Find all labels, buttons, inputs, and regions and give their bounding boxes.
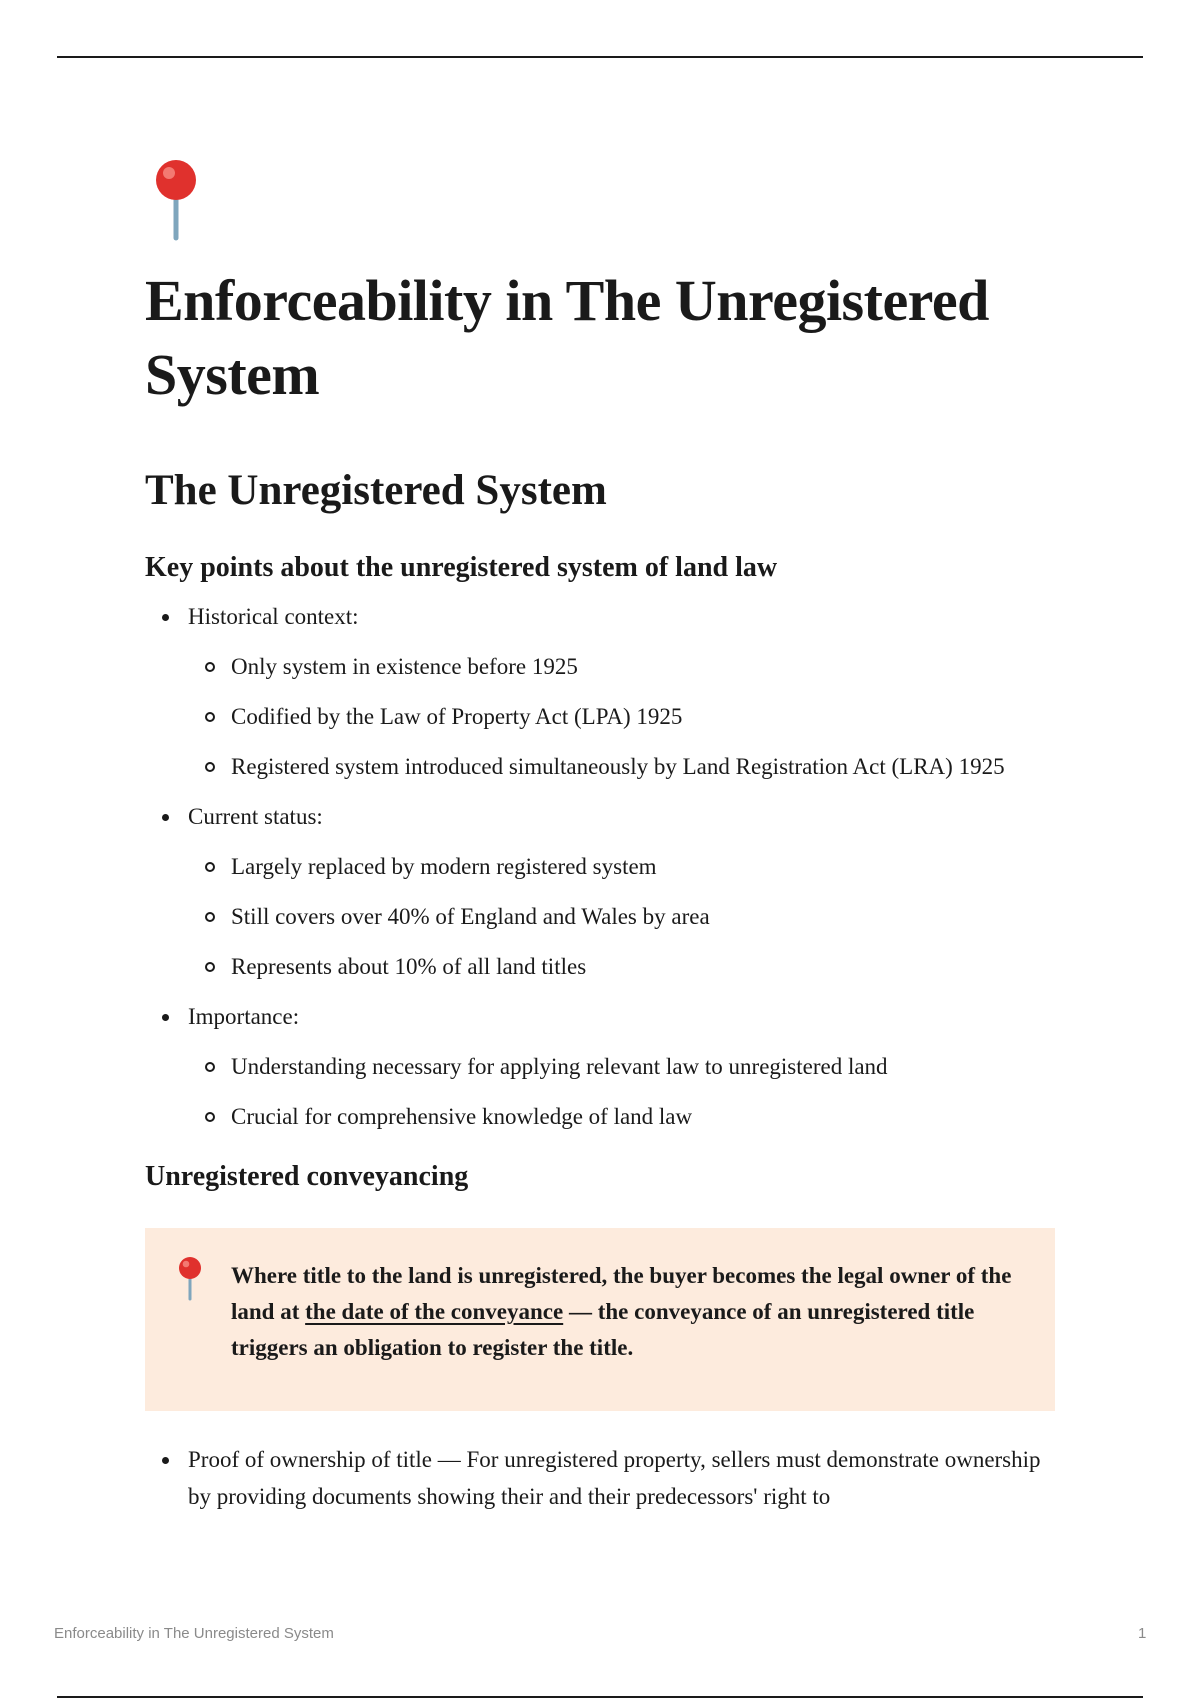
- callout-text: [231, 1258, 1015, 1366]
- list-item: Represents about 10% of all land titles: [188, 948, 1055, 985]
- list-item: [145, 598, 1055, 785]
- round-pushpin-icon: [173, 1256, 207, 1302]
- list-item: Proof of ownership of title — For unregistered property, sellers must demonstrate ownership by providing documents showing their and their predecessors' right to: [145, 1441, 1055, 1515]
- page-number: 1: [1138, 1625, 1147, 1642]
- callout-underlined-text: the date of the conveyance: [305, 1299, 564, 1324]
- list-item: Still covers over 40% of England and Wales by area: [188, 898, 1055, 935]
- page-title: Enforceability in The Unregistered System: [145, 268, 989, 407]
- list-item: Registered system introduced simultaneously by Land Registration Act (LRA) 1925: [188, 748, 1055, 785]
- round-pushpin-icon: [145, 158, 207, 242]
- page-content: [145, 158, 1055, 1515]
- callout-box: [145, 1228, 1055, 1411]
- list-item: Codified by the Law of Property Act (LPA) 1925: [188, 698, 1055, 735]
- top-rule: [57, 56, 1143, 58]
- callout-text-before: Where title to the land is unregistered, the buyer becomes the legal owner of the land at: [231, 1263, 1012, 1324]
- list-item: Crucial for comprehensive knowledge of land law: [188, 1098, 1055, 1135]
- list-item: [145, 998, 1055, 1135]
- sub-list: [188, 848, 1055, 985]
- list-item: Largely replaced by modern registered system: [188, 848, 1055, 885]
- proof-list: [145, 1441, 1055, 1515]
- list-item-label: Historical context:: [188, 604, 359, 629]
- sub-list: [188, 648, 1055, 785]
- list-item: [145, 798, 1055, 985]
- list-item-label: Importance:: [188, 1004, 300, 1029]
- bottom-rule: [57, 1696, 1143, 1698]
- list-item: Only system in existence before 1925: [188, 648, 1055, 685]
- sub-list: [188, 1048, 1055, 1135]
- section-heading: The Unregistered System: [145, 467, 607, 514]
- key-points-heading: Key points about the unregistered system of land law: [145, 552, 778, 583]
- list-item-label: Current status:: [188, 804, 323, 829]
- list-item: Understanding necessary for applying relevant law to unregistered land: [188, 1048, 1055, 1085]
- conveyancing-heading: Unregistered conveyancing: [145, 1161, 469, 1192]
- footer-title: Enforceability in The Unregistered System: [54, 1625, 334, 1642]
- key-points-list: [145, 598, 1055, 1135]
- callout-text-after: — the conveyance of an unregistered title triggers an obligation to register the title.: [231, 1299, 975, 1360]
